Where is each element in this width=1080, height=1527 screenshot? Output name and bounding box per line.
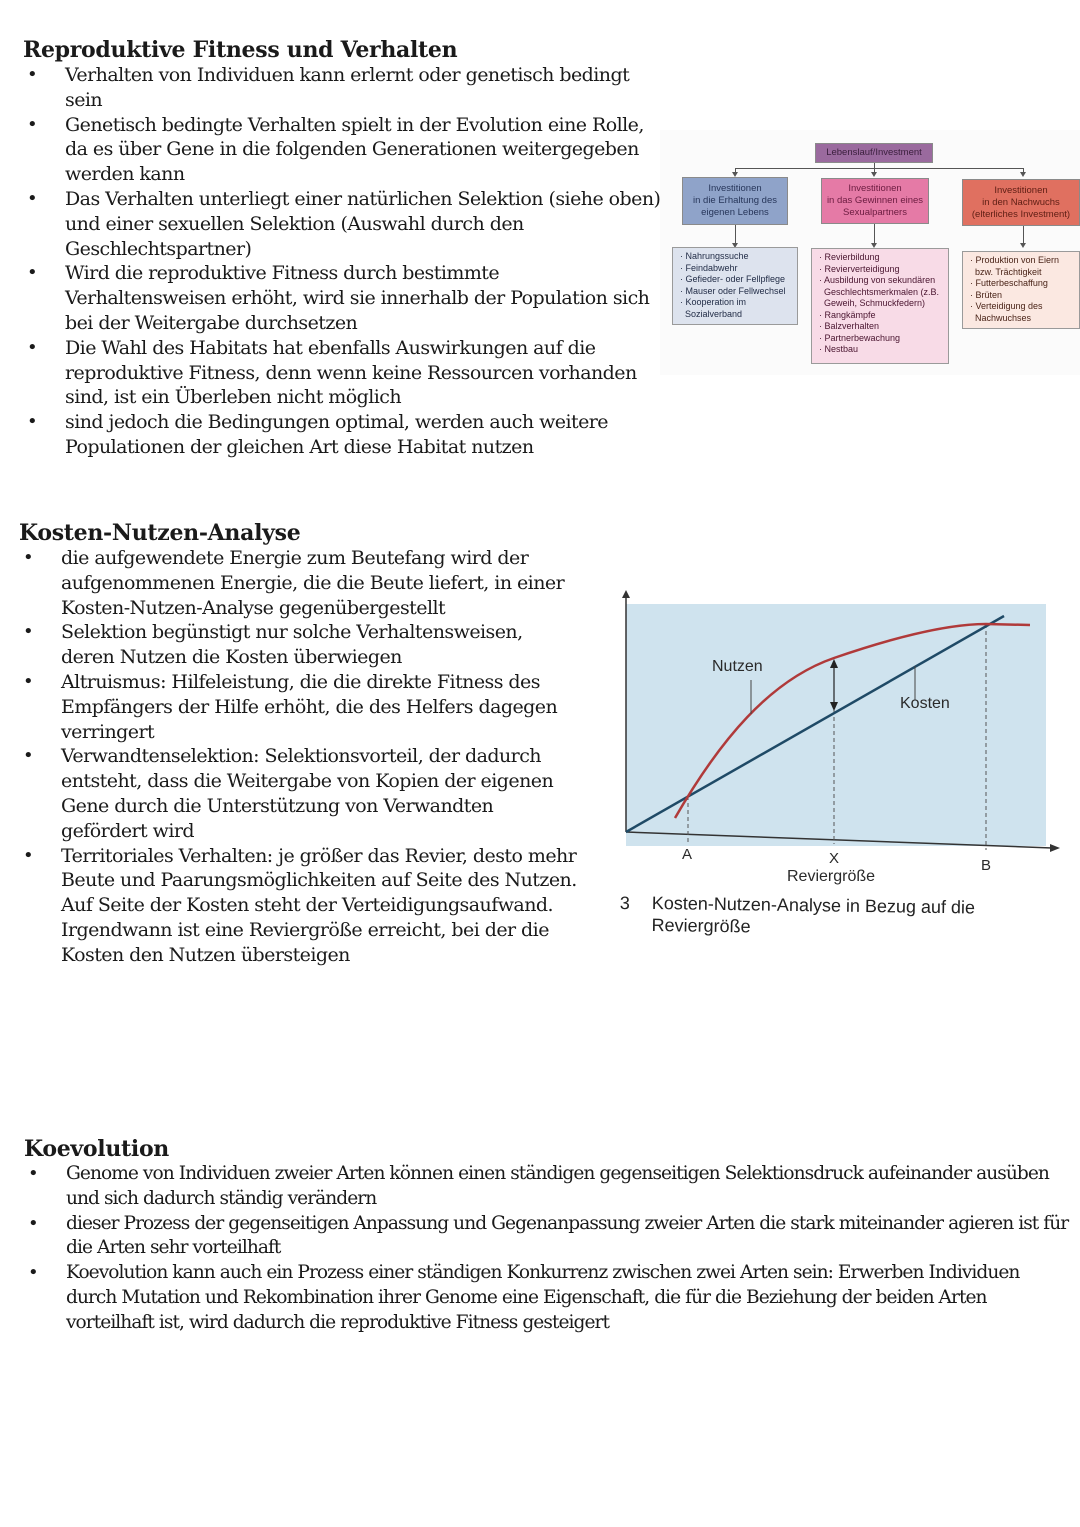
diagram-list-item: · Feindabwehr [680, 262, 738, 273]
bullet-icon: • [28, 1163, 38, 1184]
bullet-text: Das Verhalten unterliegt einer natürlichen Selektion (siehe oben) und einer sexuellen Selektion (Auswahl durch den Geschlechtspartner) [65, 187, 661, 260]
diagram-list-item: · Verteidigung des [970, 301, 1043, 311]
branch-title-line: Investitionen [994, 184, 1048, 196]
branch-offspring-list [962, 251, 1080, 329]
diagram-list-item: · Nahrungssuche [680, 251, 749, 261]
list-item [24, 1162, 1074, 1212]
diagram-root-label: Lebenslauf/Investment [826, 147, 922, 158]
list-item [23, 410, 663, 460]
branch-title-line: Investitionen [708, 183, 762, 194]
connector [735, 168, 1023, 169]
branch-self-box [682, 177, 788, 225]
list-item [19, 744, 579, 843]
list-item [23, 261, 663, 335]
bullet-icon: • [23, 621, 34, 643]
tick-b: B [981, 857, 992, 874]
bullet-list [19, 546, 579, 968]
diagram-list-item: Geschlechtsmerkmalen (z.B. [819, 286, 940, 297]
bullet-text: Verwandtenselektion: Selektionsvorteil, der dadurch entsteht, dass die Weitergabe von Kopien der eigenen Gene durch die Unterstützung von Verwandten gefördert wird [61, 745, 554, 842]
x-axis-arrow-icon [1050, 844, 1060, 852]
list-item [19, 670, 579, 744]
bullet-icon: • [27, 187, 38, 209]
diagram-list-item: bzw. Trächtigkeit [970, 266, 1042, 277]
bullet-icon: • [23, 547, 34, 568]
bullet-text: Selektion begünstigt nur solche Verhaltensweisen, deren Nutzen die Kosten überwiegen [61, 621, 523, 669]
branch-title-line: (elterliches Investment) [971, 208, 1071, 220]
branch-title-line: eigenen Lebens [701, 207, 769, 218]
investment-diagram [660, 130, 1080, 375]
bullet-icon: • [28, 1212, 38, 1234]
branch-title-line: in das Gewinnen eines [826, 195, 924, 206]
tick-x: X [829, 850, 840, 867]
section-cost-benefit [19, 520, 579, 968]
bullet-icon: • [27, 64, 38, 85]
section-heading: Reproduktive Fitness und Verhalten [23, 37, 458, 63]
figure-caption: Kosten-Nutzen-Analyse in Bezug auf die Reviergröße [651, 892, 976, 937]
bullet-text: Wird die reproduktive Fitness durch bestimmte Verhaltensweisen erhöht, wird sie innerhalb der Population sich bei der Weitergabe durchsetzen [65, 262, 650, 334]
bullet-icon: • [23, 844, 34, 866]
section-coevolution [24, 1136, 1074, 1336]
plot-background [626, 604, 1046, 846]
diagram-list-item: · Rangkämpfe [819, 309, 876, 320]
bullet-text: Koevolution kann auch ein Prozess einer ständigen Konkurrenz zwischen zwei Arten sein: Erwerben Individuen durch Mutation und Rekombination ihrer Genome eine Eigenschaft, die für die Beziehung der beiden Arten vorteilhaft ist, wird dadurch die reproduktive Fitness gesteigert [66, 1262, 1020, 1333]
nutzen-label: Nutzen [712, 658, 763, 675]
list-item [19, 546, 579, 620]
y-axis-arrow-icon [622, 590, 630, 598]
diagram-list-item: · Partnerbewachung [819, 332, 901, 343]
branch-partner-list [811, 248, 949, 364]
branch-offspring-box [962, 179, 1080, 226]
bullet-text: Territoriales Verhalten: je größer das Revier, desto mehr Beute und Paarungsmöglichkeiten auf Seite des Nutzen. Auf Seite der Kosten steht der Verteidigungsaufwand. Irgendwann ist eine Reviergröße erreicht, bei der die Kosten den Nutzen übersteigen [61, 844, 577, 966]
branch-title-line: Investitionen [848, 183, 902, 194]
arrow-icon [871, 172, 877, 177]
bullet-text: Die Wahl des Habitats hat ebenfalls Auswirkungen auf die reproduktive Fitness, denn wenn keine Ressourcen vorhanden sind, ist ein Überleben nicht möglich [65, 336, 637, 409]
diagram-list-item: · Produktion von Eiern [970, 255, 1060, 265]
bullet-list [23, 63, 663, 460]
diagram-list-item: Nachwuchses [970, 312, 1032, 323]
bullet-icon: • [28, 1262, 38, 1284]
diagram-list-item: · Kooperation im [680, 297, 747, 307]
branch-title-line: in den Nachwuchs [982, 196, 1060, 208]
section-reproductive-fitness [23, 37, 663, 460]
connector [735, 225, 736, 245]
connector [1023, 226, 1024, 244]
diagram-list-item: Geweih, Schmuckfedern) [819, 298, 926, 308]
list-item [23, 113, 663, 187]
diagram-list-item: Sozialverband [680, 308, 743, 319]
chart-plot [590, 580, 1080, 880]
bullet-icon: • [27, 262, 38, 284]
bullet-list [24, 1162, 1074, 1336]
connector [874, 224, 875, 244]
branch-title-line: in die Erhaltung des [693, 195, 777, 206]
diagram-list-item: · Balzverhalten [819, 321, 880, 331]
list-item [19, 620, 579, 670]
diagram-list-item: · Mauser oder Fellwechsel [680, 285, 786, 296]
bullet-icon: • [27, 411, 38, 433]
bullet-text: dieser Prozess der gegenseitigen Anpassung und Gegenanpassung zweier Arten die stark miteinander agieren ist für die Arten sehr vorteilhaft [66, 1212, 1069, 1259]
list-item [24, 1261, 1074, 1335]
bullet-icon: • [27, 336, 38, 358]
branch-title-line: Sexualpartners [843, 207, 907, 218]
arrow-icon [1020, 243, 1026, 248]
list-item [23, 336, 663, 410]
figure-number: 3 [619, 892, 631, 914]
list-item [24, 1212, 1074, 1262]
list-item [23, 187, 663, 261]
bullet-text: Genetisch bedingte Verhalten spielt in der Evolution eine Rolle, da es über Gene in die folgenden Generationen weitergegeben werden kann [65, 113, 644, 186]
tick-a: A [682, 846, 693, 863]
section-heading: Kosten-Nutzen-Analyse [19, 520, 301, 546]
diagram-list-item: · Brüten [970, 289, 1003, 300]
diagram-root-box [815, 143, 933, 163]
bullet-text: Genome von Individuen zweier Arten können einen ständigen gegenseitigen Selektionsdruck aufeinander ausüben und sich dadurch ständig verändern [66, 1163, 1049, 1209]
cost-benefit-chart [590, 580, 1080, 960]
diagram-list-item: · Ausbildung von sekundären [819, 275, 936, 285]
section-heading: Koevolution [24, 1136, 170, 1162]
diagram-list-item: · Futterbeschaffung [970, 278, 1048, 288]
bullet-icon: • [23, 670, 34, 692]
diagram-list-item: · Gefieder- oder Fellpflege [680, 274, 786, 284]
bullet-text: die aufgewendete Energie zum Beutefang wird der aufgenommenen Energie, die die Beute liefert, in einer Kosten-Nutzen-Analyse gegenübergestellt [61, 547, 565, 619]
branch-self-list [672, 247, 798, 325]
bullet-text: Verhalten von Individuen kann erlernt oder genetisch bedingt sein [65, 64, 630, 111]
diagram-list-item: · Nestbau [819, 344, 859, 354]
bullet-text: sind jedoch die Bedingungen optimal, werden auch weitere Populationen der gleichen Art diese Habitat nutzen [65, 411, 609, 458]
bullet-text: Altruismus: Hilfeleistung, die die direkte Fitness des Empfängers der Hilfe erhöht, die des Helfers dagegen verringert [61, 670, 558, 743]
bullet-icon: • [27, 113, 38, 135]
x-axis-label: Reviergröße [787, 868, 876, 885]
list-item [23, 63, 663, 113]
diagram-list-item: · Revierbildung [819, 252, 880, 262]
list-item [19, 844, 579, 968]
kosten-label: Kosten [900, 695, 950, 712]
bullet-icon: • [23, 745, 34, 767]
diagram-list-item: · Revierverteidigung [819, 263, 900, 274]
arrow-icon [1020, 172, 1026, 177]
branch-partner-box [821, 178, 929, 224]
